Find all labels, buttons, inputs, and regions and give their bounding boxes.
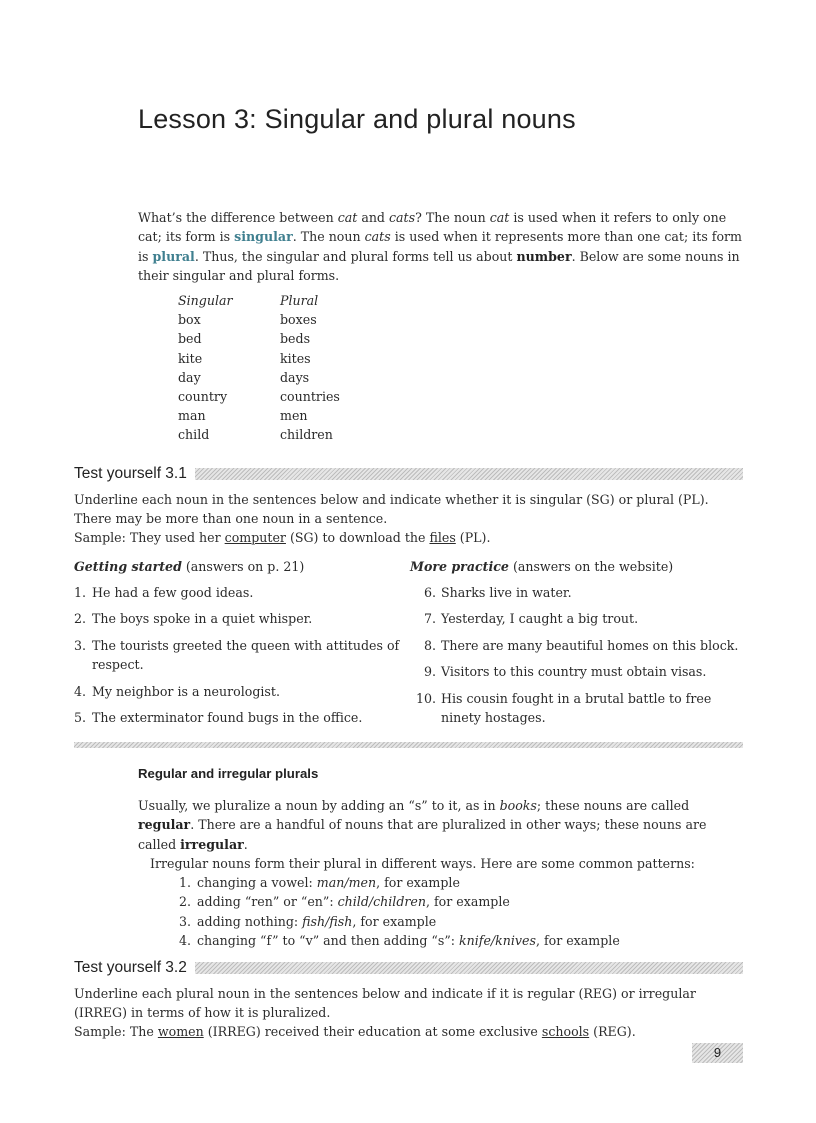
term-plural: plural <box>152 248 195 264</box>
term-singular: singular <box>234 229 293 245</box>
test-3-1-heading: Test yourself 3.1 <box>74 465 743 483</box>
exercise-item: 9. Visitors to this country must obtain visas. <box>423 664 707 680</box>
noun-table-row: child children <box>178 427 333 443</box>
hatched-rule <box>195 962 743 974</box>
test-3-2-heading: Test yourself 3.2 <box>74 959 743 977</box>
list-item: 2. adding “ren” or “en”: child/children, for example <box>179 894 510 910</box>
test-3-2-instructions: Underline each plural noun in the sentences below and indicate if it is regular (REG) or irregular (IRREG) in terms of how it is pluralized. <box>74 986 696 1021</box>
exercise-item: 1. He had a few good ideas. <box>74 585 254 600</box>
more-practice-heading: More practice (answers on the website) <box>410 559 674 574</box>
page-title: Lesson 3: Singular and plural nouns <box>138 104 576 134</box>
irregular-patterns-list <box>179 873 743 951</box>
page-number: 9 <box>692 1043 743 1063</box>
noun-table-row: country countries <box>178 389 340 405</box>
exercise-item: 4. My neighbor is a neurologist. <box>74 683 280 699</box>
noun-table-row: man men <box>178 408 308 424</box>
hatched-rule <box>195 468 743 480</box>
more-practice-column <box>410 557 743 727</box>
list-item: 4. changing “f” to “v” and then adding “s”: knife/knives, for example <box>179 933 620 949</box>
getting-started-heading: Getting started (answers on p. 21) <box>74 559 305 574</box>
noun-table-header: Singular Plural <box>178 293 319 308</box>
test-3-2-sample: Sample: The women (IRREG) received their education at some exclusive schools (REG). <box>74 1024 636 1039</box>
irregular-patterns-intro: Irregular nouns form their plural in different ways. Here are some common patterns: <box>150 856 695 871</box>
exercise-item: 6. Sharks live in water. <box>423 585 572 600</box>
noun-table-row: bed beds <box>178 331 311 347</box>
term-irregular: irregular <box>180 836 244 852</box>
regular-irregular-paragraph: Usually, we pluralize a noun by adding an “s” to it, as in books; these nouns are called regular. There are a handful of nouns that are pluralized in other ways; these nouns are called irregular. <box>138 798 707 852</box>
exercise-item: 5. The exterminator found bugs in the office. <box>74 710 363 726</box>
test-3-1-sample: Sample: They used her computer (SG) to download the files (PL). <box>74 530 491 545</box>
getting-started-column <box>74 557 402 727</box>
list-item: 3. adding nothing: fish/fish, for example <box>179 913 437 929</box>
test-3-1-instructions: Underline each noun in the sentences below and indicate whether it is singular (SG) or plural (PL). There may be more than one noun in a sentence. <box>74 492 709 527</box>
list-item: 1. changing a vowel: man/men, for example <box>179 875 460 890</box>
intro-paragraph: What’s the difference between cat and cats? The noun cat is used when it refers to only one cat; its form is singular. The noun cats is used when it represents more than one cat; its form is plural. Thus, the singular and plural forms tell us about number. Below are some nouns in their singular and plural forms. <box>138 210 742 284</box>
exercise-item: 3. The tourists greeted the queen with attitudes of respect. <box>74 637 400 673</box>
exercise-item: 8. There are many beautiful homes on this block. <box>423 637 739 653</box>
term-number: number <box>516 248 572 264</box>
noun-table-row: box boxes <box>178 312 317 328</box>
term-regular: regular <box>138 817 191 833</box>
hatched-rule <box>74 742 743 748</box>
exercise-item: 7. Yesterday, I caught a big trout. <box>423 611 639 627</box>
noun-table-row: kite kites <box>178 350 311 366</box>
regular-irregular-heading: Regular and irregular plurals <box>138 766 319 781</box>
noun-table <box>178 291 340 445</box>
exercise-item: 10. His cousin fought in a brutal battle to free ninety hostages. <box>415 690 712 726</box>
exercise-item: 2. The boys spoke in a quiet whisper. <box>74 611 313 627</box>
noun-table-row: day days <box>178 369 310 385</box>
